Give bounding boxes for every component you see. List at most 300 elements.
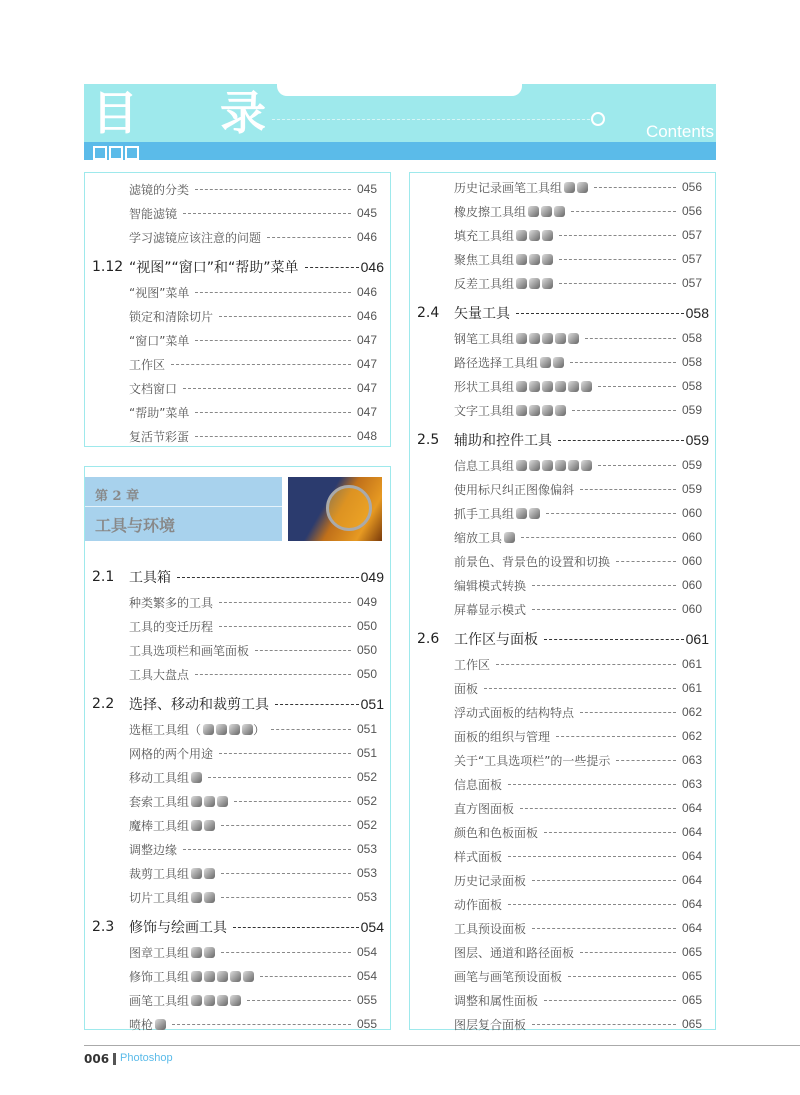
dot-leader	[208, 777, 351, 778]
dot-leader	[195, 292, 351, 293]
entry-page: 059	[681, 458, 702, 472]
toc-section[interactable]	[85, 914, 390, 940]
dot-leader	[544, 1000, 676, 1001]
tool-icon	[529, 508, 540, 519]
tool-icon	[516, 405, 527, 416]
toc-entry[interactable]	[410, 724, 715, 748]
dot-leader	[221, 897, 351, 898]
toc-entry[interactable]	[85, 940, 390, 964]
entry-page: 054	[356, 945, 377, 959]
dot-leader	[571, 211, 676, 212]
dot-leader	[572, 410, 676, 411]
toc-section[interactable]	[410, 427, 715, 453]
tool-icon	[555, 381, 566, 392]
entry-title: 文字工具组	[454, 403, 515, 418]
tool-icon	[191, 820, 202, 831]
toc-entry[interactable]	[410, 597, 715, 621]
tool-icon	[504, 532, 515, 543]
toc-section[interactable]	[85, 691, 390, 717]
toc-entry[interactable]	[410, 700, 715, 724]
dot-leader	[532, 1024, 676, 1025]
entry-page: 059	[685, 432, 709, 448]
dot-leader	[546, 513, 676, 514]
dot-leader	[616, 561, 676, 562]
dot-leader	[172, 1024, 351, 1025]
entry-title: 修饰工具组	[129, 969, 190, 984]
tool-icon	[555, 460, 566, 471]
toc-entry[interactable]	[85, 741, 390, 765]
toc-entry[interactable]	[85, 590, 390, 614]
dot-leader	[219, 602, 351, 603]
entry-page: 051	[356, 746, 377, 760]
tool-icon	[204, 892, 215, 903]
entry-page: 065	[681, 993, 702, 1007]
dot-leader	[255, 650, 351, 651]
entry-title: 图章工具组	[129, 945, 190, 960]
page-number: 006	[84, 1052, 110, 1066]
entry-title: 钢笔工具组	[454, 331, 515, 346]
entry-title-suffix: ）	[253, 722, 266, 737]
tool-icon	[516, 230, 527, 241]
dot-leader	[275, 704, 359, 705]
toc-entry[interactable]	[410, 175, 715, 199]
entry-title: 浮动式面板的结构特点	[454, 705, 575, 720]
header-notch	[277, 80, 522, 96]
dot-leader	[247, 1000, 351, 1001]
entry-page: 064	[681, 849, 702, 863]
entry-title: 面板的组织与管理	[454, 729, 551, 744]
toc-entry[interactable]	[410, 549, 715, 573]
chapter-label: 第 2 章	[95, 489, 140, 504]
tool-icon	[529, 254, 540, 265]
entry-title: 屏幕显示模式	[454, 602, 527, 617]
section-number: 2.4	[417, 305, 440, 321]
tool-icon	[204, 995, 215, 1006]
entry-page: 051	[360, 696, 384, 712]
entry-page: 064	[681, 921, 702, 935]
entry-title: 颜色和色板面板	[454, 825, 539, 840]
chapter-banner	[85, 477, 282, 541]
entry-page: 062	[681, 729, 702, 743]
section-number: 2.6	[417, 631, 440, 647]
entry-page: 050	[356, 619, 377, 633]
toc-entry[interactable]	[410, 350, 715, 374]
footer-divider	[84, 1045, 800, 1046]
toc-entry[interactable]	[410, 964, 715, 988]
toc-entry[interactable]	[85, 1012, 390, 1036]
tool-icon	[204, 796, 215, 807]
dot-leader	[559, 259, 676, 260]
dot-leader	[598, 465, 676, 466]
tool-icon	[229, 724, 240, 735]
dot-leader	[271, 729, 351, 730]
dot-leader	[233, 927, 359, 928]
tool-icon	[191, 868, 202, 879]
entry-title: 修饰与绘画工具	[129, 920, 227, 936]
tool-icon	[529, 460, 540, 471]
entry-page: 052	[356, 794, 377, 808]
entry-title: 关于“工具选项栏”的一些提示	[454, 753, 611, 768]
entry-title: 工具预设面板	[454, 921, 527, 936]
tool-icon	[516, 381, 527, 392]
entry-title: 路径选择工具组	[454, 355, 539, 370]
dot-leader	[594, 187, 676, 188]
title-char-2: 录	[220, 86, 266, 140]
toc-entry[interactable]	[410, 453, 715, 477]
tool-icon	[217, 971, 228, 982]
entry-page: 063	[681, 753, 702, 767]
tool-icon	[191, 971, 202, 982]
dot-leader	[195, 189, 351, 190]
toc-entry[interactable]	[410, 223, 715, 247]
toc-entry[interactable]	[410, 868, 715, 892]
toc-entry[interactable]	[410, 501, 715, 525]
header-blue-band	[84, 142, 716, 160]
toc-entry[interactable]	[410, 247, 715, 271]
entry-page: 060	[681, 602, 702, 616]
entry-title: 信息工具组	[454, 458, 515, 473]
entry-page: 053	[356, 890, 377, 904]
chapter-image-magnifier	[288, 477, 382, 541]
dot-leader	[616, 760, 676, 761]
entry-page: 046	[356, 309, 377, 323]
entry-title: 信息面板	[454, 777, 503, 792]
dot-leader	[260, 976, 351, 977]
entry-page: 047	[356, 381, 377, 395]
entry-title: 滤镜的分类	[129, 182, 190, 197]
entry-page: 060	[681, 578, 702, 592]
toc-section[interactable]	[85, 254, 390, 280]
toc-entry[interactable]	[410, 398, 715, 422]
entry-page: 047	[356, 333, 377, 347]
entry-title: 画笔工具组	[129, 993, 190, 1008]
toc-entry[interactable]	[85, 765, 390, 789]
dot-leader	[195, 436, 351, 437]
tool-icon	[217, 796, 228, 807]
entry-title: 套索工具组	[129, 794, 190, 809]
entry-page: 062	[681, 705, 702, 719]
toc-entry[interactable]	[85, 280, 390, 304]
dot-leader	[532, 928, 676, 929]
dot-leader	[559, 283, 676, 284]
footer-bar	[113, 1053, 116, 1065]
entry-title: 种类繁多的工具	[129, 595, 214, 610]
dot-leader	[195, 674, 351, 675]
toc-entry[interactable]	[85, 885, 390, 909]
entry-title: “帮助”菜单	[129, 405, 190, 420]
entry-page: 047	[356, 405, 377, 419]
header-dotted-line	[272, 119, 590, 120]
chapter-title: 工具与环境	[95, 516, 176, 535]
toc-entry[interactable]	[410, 916, 715, 940]
entry-title: 橡皮擦工具组	[454, 204, 527, 219]
tool-icon	[540, 357, 551, 368]
dot-leader	[508, 904, 676, 905]
tool-icon	[529, 405, 540, 416]
toc-entry[interactable]	[410, 1012, 715, 1036]
toc-entry[interactable]	[410, 940, 715, 964]
dot-leader	[219, 753, 351, 754]
dot-leader	[580, 712, 676, 713]
toc-entry[interactable]	[410, 525, 715, 549]
entry-title: 工作区	[454, 657, 491, 672]
entry-page: 047	[356, 357, 377, 371]
toc-section[interactable]	[410, 300, 715, 326]
entry-page: 048	[356, 429, 377, 443]
entry-page: 063	[681, 777, 702, 791]
entry-page: 056	[681, 204, 702, 218]
tool-icon	[529, 333, 540, 344]
tool-icon	[542, 381, 553, 392]
dot-leader	[183, 849, 351, 850]
entry-title: 图层、通道和路径面板	[454, 945, 575, 960]
entry-title: 反差工具组	[454, 276, 515, 291]
toc-entry[interactable]	[85, 400, 390, 424]
dot-leader	[177, 577, 359, 578]
entry-page: 045	[356, 206, 377, 220]
square-icon	[125, 146, 139, 160]
tool-icon	[542, 278, 553, 289]
toc-entry[interactable]	[85, 328, 390, 352]
entry-title: 文档窗口	[129, 381, 178, 396]
entry-title: 工作区与面板	[454, 632, 538, 648]
tool-icon	[577, 182, 588, 193]
entry-page: 065	[681, 969, 702, 983]
dot-leader	[532, 609, 676, 610]
entry-page: 051	[356, 722, 377, 736]
tool-icon	[216, 724, 227, 735]
entry-page: 061	[685, 631, 709, 647]
toc-entry[interactable]	[410, 326, 715, 350]
entry-page: 061	[681, 681, 702, 695]
entry-title: 工作区	[129, 357, 166, 372]
toc-entry[interactable]	[410, 199, 715, 223]
tool-icon	[516, 278, 527, 289]
entry-page: 064	[681, 897, 702, 911]
entry-page: 045	[356, 182, 377, 196]
toc-entry[interactable]	[85, 813, 390, 837]
tool-icon	[542, 460, 553, 471]
dot-leader	[559, 235, 676, 236]
toc-entry[interactable]	[85, 988, 390, 1012]
entry-title: 画笔与画笔预设面板	[454, 969, 563, 984]
toc-section[interactable]	[85, 564, 390, 590]
toc-entry[interactable]	[85, 964, 390, 988]
entry-title: 历史记录面板	[454, 873, 527, 888]
tool-icon	[581, 381, 592, 392]
entry-page: 046	[360, 259, 384, 275]
toc-entry[interactable]	[410, 988, 715, 1012]
dot-leader	[183, 388, 351, 389]
toc-entry[interactable]	[85, 304, 390, 328]
dot-leader	[570, 362, 676, 363]
section-number: 2.2	[92, 696, 115, 712]
toc-entry[interactable]	[85, 376, 390, 400]
entry-title: 形状工具组	[454, 379, 515, 394]
toc-entry[interactable]	[85, 177, 390, 201]
tool-icon	[568, 381, 579, 392]
entry-title: 前景色、背景色的设置和切换	[454, 554, 611, 569]
entry-title: 编辑模式转换	[454, 578, 527, 593]
dot-leader	[508, 856, 676, 857]
toc-entry[interactable]	[410, 652, 715, 676]
entry-page: 056	[681, 180, 702, 194]
dot-leader	[508, 784, 676, 785]
toc-entry[interactable]	[85, 837, 390, 861]
tool-icon	[243, 971, 254, 982]
entry-page: 053	[356, 866, 377, 880]
entry-title: 锁定和清除切片	[129, 309, 214, 324]
tool-icon	[242, 724, 253, 735]
dot-leader	[521, 537, 676, 538]
tool-icon	[564, 182, 575, 193]
dot-leader	[520, 808, 676, 809]
entry-page: 064	[681, 825, 702, 839]
toc-entry[interactable]	[410, 271, 715, 295]
entry-page: 058	[681, 331, 702, 345]
toc-section[interactable]	[410, 626, 715, 652]
entry-page: 055	[356, 1017, 377, 1031]
tool-icon	[581, 460, 592, 471]
entry-title: 工具箱	[129, 570, 171, 586]
tool-icon	[191, 772, 202, 783]
dot-leader	[234, 801, 351, 802]
toc-entry[interactable]	[85, 614, 390, 638]
entry-title: 调整和属性面板	[454, 993, 539, 1008]
tool-icon	[529, 230, 540, 241]
tool-icon	[542, 333, 553, 344]
dot-leader	[221, 873, 351, 874]
entry-page: 055	[356, 993, 377, 1007]
tool-icon	[204, 820, 215, 831]
entry-page: 057	[681, 252, 702, 266]
tool-icon	[555, 405, 566, 416]
dot-leader	[532, 585, 676, 586]
toc-entry[interactable]	[410, 772, 715, 796]
magnifier-icon	[326, 485, 372, 531]
tool-icon	[529, 381, 540, 392]
dot-leader	[195, 340, 351, 341]
toc-entry[interactable]	[410, 748, 715, 772]
entry-title: “窗口”菜单	[129, 333, 190, 348]
toc-entry[interactable]	[85, 662, 390, 686]
toc-entry[interactable]	[85, 352, 390, 376]
dot-leader	[496, 664, 676, 665]
toc-entry[interactable]	[410, 374, 715, 398]
entry-title: 网格的两个用途	[129, 746, 214, 761]
tool-icon	[204, 947, 215, 958]
dot-leader	[267, 237, 351, 238]
entry-title: 工具大盘点	[129, 667, 190, 682]
toc-entry[interactable]	[410, 844, 715, 868]
dot-leader	[556, 736, 676, 737]
entry-page: 060	[681, 530, 702, 544]
entry-page: 050	[356, 643, 377, 657]
dot-leader	[544, 832, 676, 833]
toc-entry[interactable]	[85, 638, 390, 662]
tool-icon	[542, 230, 553, 241]
entry-title: 使用标尺纠正图像偏斜	[454, 482, 575, 497]
entry-page: 057	[681, 228, 702, 242]
entry-title: 直方图面板	[454, 801, 515, 816]
entry-title: 抓手工具组	[454, 506, 515, 521]
entry-title: 面板	[454, 681, 479, 696]
entry-title: “视图”菜单	[129, 285, 190, 300]
title-char-1: 目	[92, 86, 138, 140]
entry-title: 智能滤镜	[129, 206, 178, 221]
toc-entry[interactable]	[85, 201, 390, 225]
entry-page: 049	[356, 595, 377, 609]
entry-page: 061	[681, 657, 702, 671]
chapter-divider	[85, 506, 282, 507]
tool-icon	[516, 508, 527, 519]
toc-entry[interactable]	[85, 861, 390, 885]
toc-entry[interactable]	[85, 225, 390, 249]
entry-title: 魔棒工具组	[129, 818, 190, 833]
square-icon	[109, 146, 123, 160]
toc-entry[interactable]	[85, 789, 390, 813]
tool-icon	[230, 995, 241, 1006]
dot-leader	[558, 440, 684, 441]
dot-leader	[598, 386, 676, 387]
dot-leader	[171, 364, 351, 365]
entry-page: 049	[360, 569, 384, 585]
entry-page: 064	[681, 801, 702, 815]
tool-icon	[554, 206, 565, 217]
toc-entry[interactable]	[85, 424, 390, 448]
toc-entry[interactable]	[85, 717, 390, 741]
dot-leader	[568, 976, 676, 977]
tool-icon	[155, 1019, 166, 1030]
contents-label: Contents	[645, 122, 714, 141]
tool-icon	[217, 995, 228, 1006]
dot-leader	[516, 313, 684, 314]
entry-page: 057	[681, 276, 702, 290]
entry-page: 060	[681, 506, 702, 520]
tool-icon	[555, 333, 566, 344]
tool-icon	[204, 971, 215, 982]
entry-page: 065	[681, 1017, 702, 1031]
toc-entry[interactable]	[410, 796, 715, 820]
entry-page: 054	[360, 919, 384, 935]
entry-page: 064	[681, 873, 702, 887]
toc-box-chapter2-right	[409, 172, 716, 1030]
dot-leader	[585, 338, 676, 339]
tool-icon	[203, 724, 214, 735]
entry-title: “视图”“窗口”和“帮助”菜单	[129, 260, 299, 276]
entry-title: 动作面板	[454, 897, 503, 912]
entry-title: 历史记录画笔工具组	[454, 180, 563, 195]
entry-title: 学习滤镜应该注意的问题	[129, 230, 262, 245]
tool-icon	[191, 892, 202, 903]
tool-icon	[553, 357, 564, 368]
toc-entry[interactable]	[410, 676, 715, 700]
entry-page: 058	[685, 305, 709, 321]
entry-title: 辅助和控件工具	[454, 433, 552, 449]
entry-page: 052	[356, 818, 377, 832]
entry-page: 065	[681, 945, 702, 959]
header-circle-icon	[591, 112, 605, 126]
dot-leader	[484, 688, 676, 689]
dot-leader	[580, 952, 676, 953]
toc-entry[interactable]	[410, 892, 715, 916]
toc-entry[interactable]	[410, 820, 715, 844]
entry-title: 填充工具组	[454, 228, 515, 243]
toc-entry[interactable]	[410, 477, 715, 501]
tool-icon	[541, 206, 552, 217]
toc-entry[interactable]	[410, 573, 715, 597]
square-icon	[93, 146, 107, 160]
